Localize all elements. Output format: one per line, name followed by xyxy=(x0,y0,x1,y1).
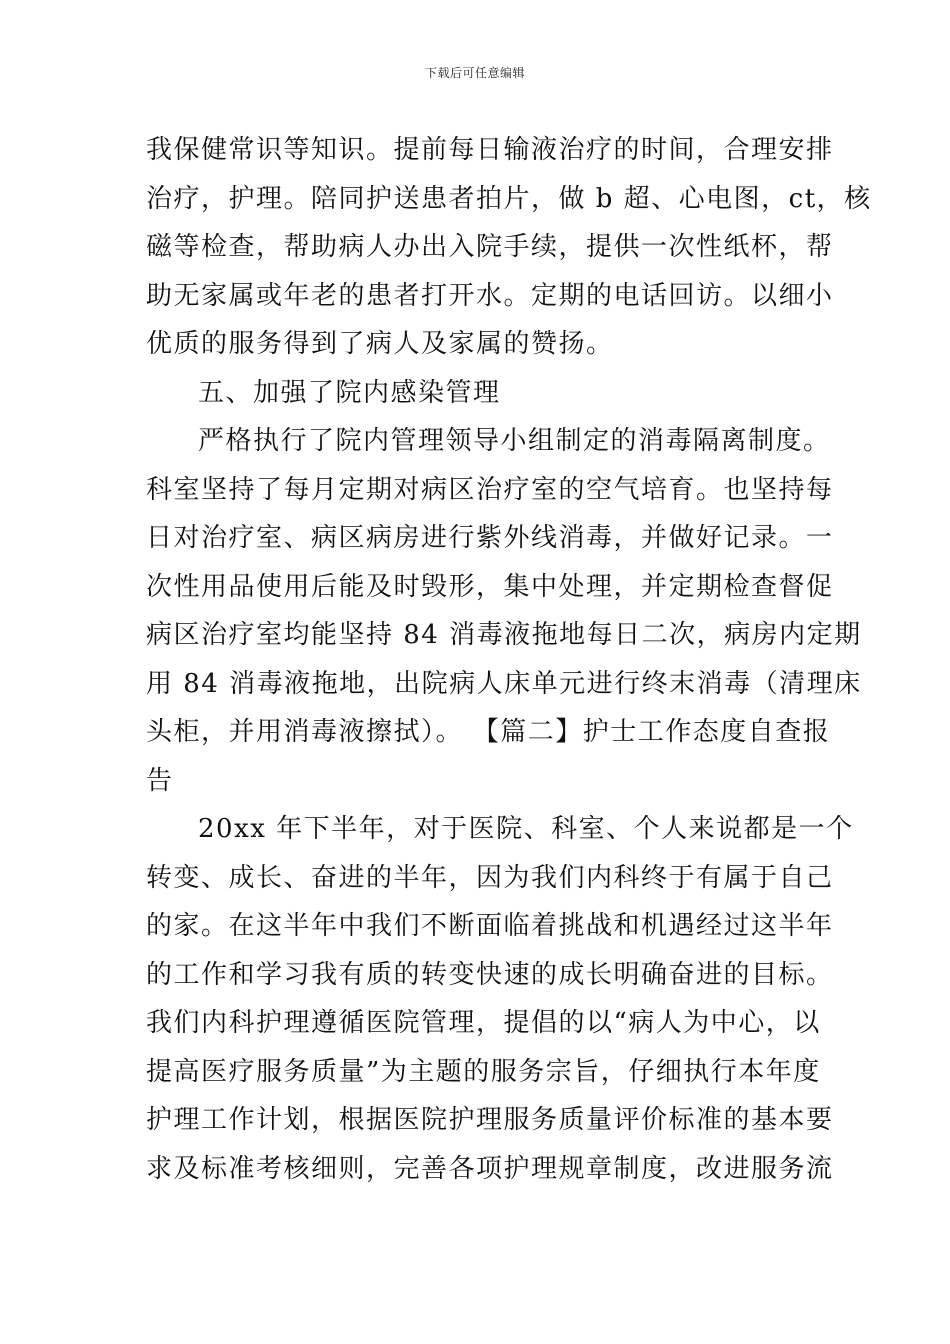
text-line: 助无家属或年老的患者打开水。定期的电话回访。以细小 xyxy=(146,280,834,311)
text-line: 求及标准考核细则，完善各项护理规章制度，改进服务流 xyxy=(146,1153,834,1184)
text-line: 20xx 年下半年，对于医院、科室、个人来说都是一个 xyxy=(198,814,854,844)
text-line: 转变、成长、奋进的半年，因为我们内科终于有属于自己 xyxy=(146,862,834,893)
text-line: 我们内科护理遵循医院管理，提倡的以“病人为中心，以 xyxy=(146,1008,821,1038)
text-line: 治疗，护理。陪同护送患者拍片，做 b 超、心电图，ct，核 xyxy=(146,183,872,214)
text-line: 我保健常识等知识。提前每日输液治疗的时间，合理安排 xyxy=(146,135,834,165)
text-line: 的工作和学习我有质的转变快速的成长明确奋进的目标。 xyxy=(146,959,834,990)
text-line: 头柜，并用消毒液擦拭）。 【篇二】护士工作态度自查报 xyxy=(146,717,831,747)
section-heading: 五、加强了院内感染管理 xyxy=(198,377,501,408)
text-line: 优质的服务得到了病人及家属的赞扬。 xyxy=(146,329,614,359)
text-line: 用 84 消毒液拖地，出院病人床单元进行终末消毒（清理床 xyxy=(146,668,862,699)
text-line: 护理工作计划，根据医院护理服务质量评价标准的基本要 xyxy=(146,1105,834,1135)
text-line: 的家。在这半年中我们不断面临着挑战和机遇经过这半年 xyxy=(146,911,834,941)
text-line: 严格执行了院内管理领导小组制定的消毒隔离制度。 xyxy=(198,426,831,456)
text-line: 磁等检查，帮助病人办出入院手续，提供一次性纸杯，帮 xyxy=(146,232,834,262)
text-line: 科室坚持了每月定期对病区治疗室的空气培育。也坚持每 xyxy=(146,474,834,505)
document-body xyxy=(146,126,872,1193)
page-header: 下载后可任意编辑 xyxy=(424,66,525,80)
text-line: 提高医疗服务质量”为主题的服务宗旨，仔细执行本年度 xyxy=(146,1056,821,1087)
text-line: 日对治疗室、病区病房进行紫外线消毒，并做好记录。一 xyxy=(146,523,834,553)
text-line: 告 xyxy=(146,765,174,796)
text-line: 病区治疗室均能坚持 84 消毒液拖地每日二次，病房内定期 xyxy=(146,620,862,650)
text-line: 次性用品使用后能及时毁形，集中处理，并定期检查督促 xyxy=(146,571,834,602)
